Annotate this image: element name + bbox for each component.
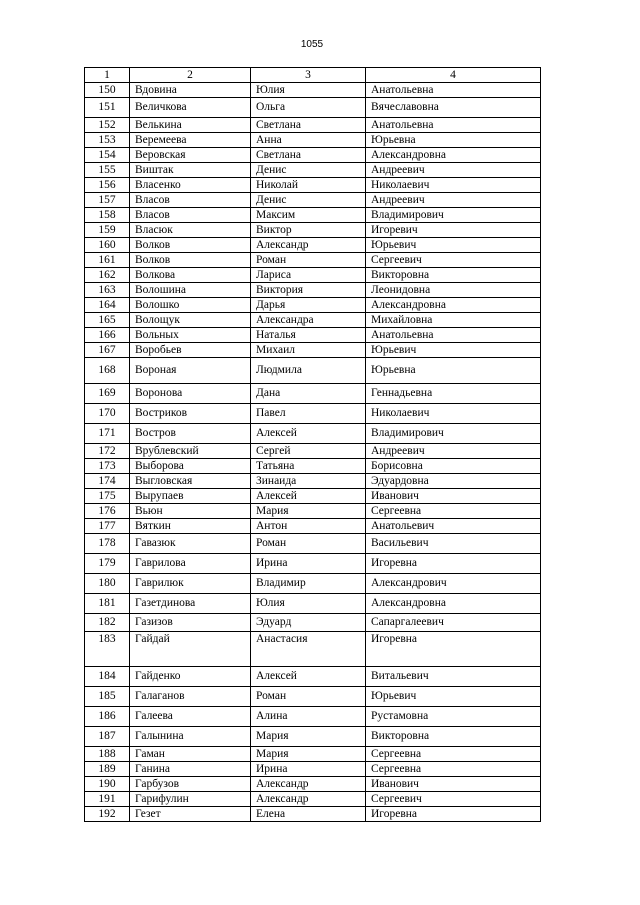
patronymic-cell: Борисовна xyxy=(366,459,541,474)
patronymic-cell: Васильевич xyxy=(366,534,541,554)
first-name-cell: Елена xyxy=(251,807,366,822)
surname-cell: Врублевский xyxy=(130,444,251,459)
table-row xyxy=(85,792,541,807)
row-number-cell: 155 xyxy=(85,163,130,178)
table-row xyxy=(85,459,541,474)
row-number-cell: 151 xyxy=(85,98,130,118)
first-name-cell: Николай xyxy=(251,178,366,193)
first-name-cell: Эдуард xyxy=(251,614,366,632)
patronymic-cell: Александровна xyxy=(366,148,541,163)
row-number-cell: 191 xyxy=(85,792,130,807)
table-row xyxy=(85,133,541,148)
row-number-cell: 150 xyxy=(85,83,130,98)
row-number-cell: 159 xyxy=(85,223,130,238)
first-name-cell: Алексей xyxy=(251,667,366,687)
surname-cell: Газизов xyxy=(130,614,251,632)
table-row xyxy=(85,163,541,178)
table-row xyxy=(85,208,541,223)
patronymic-cell: Игоревич xyxy=(366,223,541,238)
table-row xyxy=(85,193,541,208)
row-number-cell: 184 xyxy=(85,667,130,687)
table-row xyxy=(85,283,541,298)
row-number-cell: 168 xyxy=(85,358,130,384)
first-name-cell: Анастасия xyxy=(251,632,366,667)
patronymic-cell: Владимирович xyxy=(366,208,541,223)
first-name-cell: Михаил xyxy=(251,343,366,358)
surname-cell: Волков xyxy=(130,253,251,268)
surname-cell: Волошина xyxy=(130,283,251,298)
patronymic-cell: Николаевич xyxy=(366,404,541,424)
row-number-cell: 165 xyxy=(85,313,130,328)
surname-cell: Воронова xyxy=(130,384,251,404)
surname-cell: Гарбузов xyxy=(130,777,251,792)
table-row xyxy=(85,444,541,459)
surname-cell: Вороная xyxy=(130,358,251,384)
row-number-cell: 175 xyxy=(85,489,130,504)
table-row xyxy=(85,727,541,747)
column-header-surname: 2 xyxy=(130,68,251,83)
row-number-cell: 160 xyxy=(85,238,130,253)
patronymic-cell: Анатольевна xyxy=(366,118,541,133)
patronymic-cell: Сергеевич xyxy=(366,253,541,268)
row-number-cell: 164 xyxy=(85,298,130,313)
surname-cell: Востриков xyxy=(130,404,251,424)
table-row xyxy=(85,747,541,762)
surname-cell: Виштак xyxy=(130,163,251,178)
table-row xyxy=(85,504,541,519)
row-number-cell: 161 xyxy=(85,253,130,268)
table-row xyxy=(85,404,541,424)
row-number-cell: 174 xyxy=(85,474,130,489)
surname-cell: Величкова xyxy=(130,98,251,118)
surname-cell: Газетдинова xyxy=(130,594,251,614)
table-row xyxy=(85,298,541,313)
surname-cell: Вдовина xyxy=(130,83,251,98)
surname-cell: Веровская xyxy=(130,148,251,163)
first-name-cell: Александр xyxy=(251,777,366,792)
row-number-cell: 169 xyxy=(85,384,130,404)
row-number-cell: 156 xyxy=(85,178,130,193)
table-row xyxy=(85,118,541,133)
table-row xyxy=(85,762,541,777)
row-number-cell: 192 xyxy=(85,807,130,822)
first-name-cell: Мария xyxy=(251,727,366,747)
row-number-cell: 166 xyxy=(85,328,130,343)
table-row xyxy=(85,424,541,444)
row-number-cell: 167 xyxy=(85,343,130,358)
table-row xyxy=(85,777,541,792)
first-name-cell: Роман xyxy=(251,687,366,707)
surname-cell: Выборова xyxy=(130,459,251,474)
surname-cell: Воробьев xyxy=(130,343,251,358)
first-name-cell: Роман xyxy=(251,534,366,554)
patronymic-cell: Иванович xyxy=(366,489,541,504)
row-number-cell: 187 xyxy=(85,727,130,747)
patronymic-cell: Сапаргалеевич xyxy=(366,614,541,632)
surname-cell: Гаман xyxy=(130,747,251,762)
table-row xyxy=(85,554,541,574)
table-row xyxy=(85,328,541,343)
first-name-cell: Максим xyxy=(251,208,366,223)
patronymic-cell: Андреевич xyxy=(366,193,541,208)
patronymic-cell: Анатольевна xyxy=(366,83,541,98)
patronymic-cell: Юрьевич xyxy=(366,687,541,707)
first-name-cell: Анна xyxy=(251,133,366,148)
patronymic-cell: Александровна xyxy=(366,594,541,614)
patronymic-cell: Игоревна xyxy=(366,554,541,574)
patronymic-cell: Рустамовна xyxy=(366,707,541,727)
first-name-cell: Александр xyxy=(251,238,366,253)
table-row xyxy=(85,489,541,504)
first-name-cell: Юлия xyxy=(251,594,366,614)
first-name-cell: Юлия xyxy=(251,83,366,98)
first-name-cell: Роман xyxy=(251,253,366,268)
row-number-cell: 154 xyxy=(85,148,130,163)
row-number-cell: 188 xyxy=(85,747,130,762)
surname-cell: Востров xyxy=(130,424,251,444)
table-row xyxy=(85,614,541,632)
row-number-cell: 185 xyxy=(85,687,130,707)
column-header-number: 1 xyxy=(85,68,130,83)
row-number-cell: 180 xyxy=(85,574,130,594)
table-row xyxy=(85,268,541,283)
patronymic-cell: Юрьевич xyxy=(366,343,541,358)
first-name-cell: Александра xyxy=(251,313,366,328)
table-row xyxy=(85,707,541,727)
table-row xyxy=(85,594,541,614)
patronymic-cell: Эдуардовна xyxy=(366,474,541,489)
table-row xyxy=(85,519,541,534)
row-number-cell: 172 xyxy=(85,444,130,459)
first-name-cell: Ольга xyxy=(251,98,366,118)
patronymic-cell: Анатольевна xyxy=(366,328,541,343)
surname-cell: Галаганов xyxy=(130,687,251,707)
patronymic-cell: Вячеславовна xyxy=(366,98,541,118)
surname-cell: Гарифулин xyxy=(130,792,251,807)
surname-cell: Власенко xyxy=(130,178,251,193)
row-number-cell: 181 xyxy=(85,594,130,614)
patronymic-cell: Витальевич xyxy=(366,667,541,687)
first-name-cell: Ирина xyxy=(251,554,366,574)
row-number-cell: 190 xyxy=(85,777,130,792)
table-row xyxy=(85,687,541,707)
patronymic-cell: Сергеевна xyxy=(366,747,541,762)
first-name-cell: Алексей xyxy=(251,424,366,444)
patronymic-cell: Юрьевна xyxy=(366,358,541,384)
first-name-cell: Сергей xyxy=(251,444,366,459)
surname-cell: Галынина xyxy=(130,727,251,747)
patronymic-cell: Михайловна xyxy=(366,313,541,328)
table-row xyxy=(85,632,541,667)
row-number-cell: 170 xyxy=(85,404,130,424)
row-number-cell: 152 xyxy=(85,118,130,133)
table-row xyxy=(85,148,541,163)
patronymic-cell: Игоревна xyxy=(366,632,541,667)
patronymic-cell: Александрович xyxy=(366,574,541,594)
roster-table xyxy=(84,67,541,822)
row-number-cell: 157 xyxy=(85,193,130,208)
table-row xyxy=(85,807,541,822)
table-row xyxy=(85,98,541,118)
table-row xyxy=(85,178,541,193)
surname-cell: Выгловская xyxy=(130,474,251,489)
page-number: 1055 xyxy=(300,39,324,50)
surname-cell: Волошко xyxy=(130,298,251,313)
row-number-cell: 177 xyxy=(85,519,130,534)
patronymic-cell: Иванович xyxy=(366,777,541,792)
surname-cell: Гаврилова xyxy=(130,554,251,574)
first-name-cell: Дарья xyxy=(251,298,366,313)
first-name-cell: Алексей xyxy=(251,489,366,504)
first-name-cell: Антон xyxy=(251,519,366,534)
first-name-cell: Наталья xyxy=(251,328,366,343)
patronymic-cell: Сергеевна xyxy=(366,762,541,777)
row-number-cell: 158 xyxy=(85,208,130,223)
row-number-cell: 189 xyxy=(85,762,130,777)
patronymic-cell: Андреевич xyxy=(366,163,541,178)
surname-cell: Волков xyxy=(130,238,251,253)
surname-cell: Вырупаев xyxy=(130,489,251,504)
first-name-cell: Дана xyxy=(251,384,366,404)
patronymic-cell: Николаевич xyxy=(366,178,541,193)
patronymic-cell: Владимирович xyxy=(366,424,541,444)
surname-cell: Волкова xyxy=(130,268,251,283)
patronymic-cell: Викторовна xyxy=(366,268,541,283)
patronymic-cell: Юрьевич xyxy=(366,238,541,253)
table-row xyxy=(85,667,541,687)
patronymic-cell: Геннадьевна xyxy=(366,384,541,404)
surname-cell: Вьюн xyxy=(130,504,251,519)
first-name-cell: Денис xyxy=(251,193,366,208)
surname-cell: Власов xyxy=(130,208,251,223)
first-name-cell: Алина xyxy=(251,707,366,727)
row-number-cell: 171 xyxy=(85,424,130,444)
row-number-cell: 162 xyxy=(85,268,130,283)
first-name-cell: Мария xyxy=(251,504,366,519)
surname-cell: Вольных xyxy=(130,328,251,343)
first-name-cell: Светлана xyxy=(251,148,366,163)
surname-cell: Гезет xyxy=(130,807,251,822)
first-name-cell: Людмила xyxy=(251,358,366,384)
table-row xyxy=(85,223,541,238)
row-number-cell: 173 xyxy=(85,459,130,474)
patronymic-cell: Александровна xyxy=(366,298,541,313)
table-row xyxy=(85,534,541,554)
table-row xyxy=(85,384,541,404)
surname-cell: Гавазюк xyxy=(130,534,251,554)
surname-cell: Вяткин xyxy=(130,519,251,534)
patronymic-cell: Анатольевич xyxy=(366,519,541,534)
table-row xyxy=(85,253,541,268)
row-number-cell: 176 xyxy=(85,504,130,519)
patronymic-cell: Юрьевна xyxy=(366,133,541,148)
first-name-cell: Татьяна xyxy=(251,459,366,474)
patronymic-cell: Андреевич xyxy=(366,444,541,459)
surname-cell: Власюк xyxy=(130,223,251,238)
patronymic-cell: Леонидовна xyxy=(366,283,541,298)
column-header-patronymic: 4 xyxy=(366,68,541,83)
table-row xyxy=(85,313,541,328)
patronymic-cell: Викторовна xyxy=(366,727,541,747)
table-row xyxy=(85,238,541,253)
first-name-cell: Мария xyxy=(251,747,366,762)
surname-cell: Веремеева xyxy=(130,133,251,148)
first-name-cell: Виктор xyxy=(251,223,366,238)
table-row xyxy=(85,343,541,358)
table-row xyxy=(85,474,541,489)
header-row xyxy=(85,68,541,83)
surname-cell: Волощук xyxy=(130,313,251,328)
table-row xyxy=(85,574,541,594)
first-name-cell: Светлана xyxy=(251,118,366,133)
first-name-cell: Зинаида xyxy=(251,474,366,489)
first-name-cell: Владимир xyxy=(251,574,366,594)
surname-cell: Гайденко xyxy=(130,667,251,687)
surname-cell: Ганина xyxy=(130,762,251,777)
first-name-cell: Павел xyxy=(251,404,366,424)
first-name-cell: Денис xyxy=(251,163,366,178)
first-name-cell: Виктория xyxy=(251,283,366,298)
row-number-cell: 186 xyxy=(85,707,130,727)
first-name-cell: Ирина xyxy=(251,762,366,777)
roster-body xyxy=(85,83,541,822)
surname-cell: Гаврилюк xyxy=(130,574,251,594)
surname-cell: Гайдай xyxy=(130,632,251,667)
surname-cell: Велькина xyxy=(130,118,251,133)
patronymic-cell: Игоревна xyxy=(366,807,541,822)
patronymic-cell: Сергеевна xyxy=(366,504,541,519)
first-name-cell: Александр xyxy=(251,792,366,807)
table-row xyxy=(85,358,541,384)
row-number-cell: 178 xyxy=(85,534,130,554)
surname-cell: Галеева xyxy=(130,707,251,727)
surname-cell: Власов xyxy=(130,193,251,208)
row-number-cell: 163 xyxy=(85,283,130,298)
column-header-first-name: 3 xyxy=(251,68,366,83)
row-number-cell: 153 xyxy=(85,133,130,148)
table-row xyxy=(85,83,541,98)
row-number-cell: 182 xyxy=(85,614,130,632)
row-number-cell: 179 xyxy=(85,554,130,574)
first-name-cell: Лариса xyxy=(251,268,366,283)
patronymic-cell: Сергеевич xyxy=(366,792,541,807)
row-number-cell: 183 xyxy=(85,632,130,667)
